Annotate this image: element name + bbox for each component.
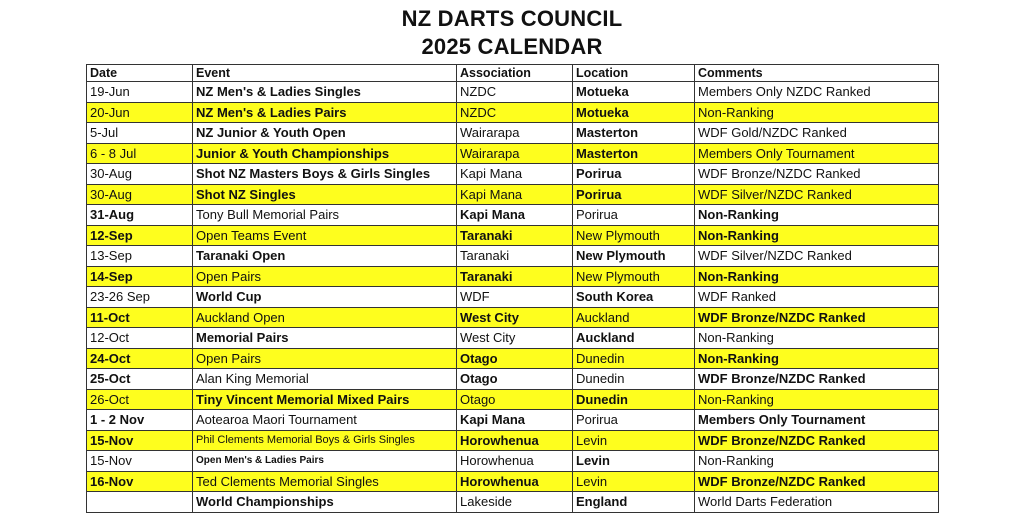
table-row	[87, 307, 939, 328]
calendar-table	[86, 64, 939, 513]
cell-event: Tony Bull Memorial Pairs	[193, 205, 457, 226]
cell-association: Otago	[457, 369, 573, 390]
table-row	[87, 369, 939, 390]
cell-association: Otago	[457, 348, 573, 369]
cell-location: England	[573, 492, 695, 513]
cell-event: World Championships	[193, 492, 457, 513]
cell-location: Dunedin	[573, 369, 695, 390]
header-association: Association	[457, 65, 573, 82]
cell-event: Open Pairs	[193, 348, 457, 369]
cell-date: 11-Oct	[87, 307, 193, 328]
cell-location: Porirua	[573, 164, 695, 185]
table-row	[87, 451, 939, 472]
cell-comments: WDF Bronze/NZDC Ranked	[695, 369, 939, 390]
cell-association: Kapi Mana	[457, 184, 573, 205]
cell-location: New Plymouth	[573, 225, 695, 246]
cell-date: 26-Oct	[87, 389, 193, 410]
header-location: Location	[573, 65, 695, 82]
table-row	[87, 184, 939, 205]
cell-event: Tiny Vincent Memorial Mixed Pairs	[193, 389, 457, 410]
cell-date: 5-Jul	[87, 123, 193, 144]
cell-comments: Members Only NZDC Ranked	[695, 82, 939, 103]
cell-date: 31-Aug	[87, 205, 193, 226]
table-row	[87, 328, 939, 349]
cell-comments: Non-Ranking	[695, 389, 939, 410]
cell-event: World Cup	[193, 287, 457, 308]
cell-date: 15-Nov	[87, 451, 193, 472]
cell-location: South Korea	[573, 287, 695, 308]
cell-event: NZ Men's & Ladies Singles	[193, 82, 457, 103]
cell-event: Shot NZ Singles	[193, 184, 457, 205]
table-row	[87, 348, 939, 369]
cell-location: Motueka	[573, 82, 695, 103]
cell-comments: WDF Bronze/NZDC Ranked	[695, 307, 939, 328]
header-event: Event	[193, 65, 457, 82]
cell-location: Levin	[573, 430, 695, 451]
cell-comments: WDF Gold/NZDC Ranked	[695, 123, 939, 144]
cell-comments: Non-Ranking	[695, 348, 939, 369]
cell-comments: Non-Ranking	[695, 225, 939, 246]
header-row	[87, 65, 939, 82]
cell-date: 16-Nov	[87, 471, 193, 492]
cell-association: Wairarapa	[457, 123, 573, 144]
cell-event: Ted Clements Memorial Singles	[193, 471, 457, 492]
cell-date: 6 - 8 Jul	[87, 143, 193, 164]
page-subtitle: 2025 CALENDAR	[421, 34, 603, 59]
table-row	[87, 266, 939, 287]
cell-comments: Non-Ranking	[695, 328, 939, 349]
cell-location: Masterton	[573, 143, 695, 164]
header-date: Date	[87, 65, 193, 82]
cell-date: 12-Oct	[87, 328, 193, 349]
cell-comments: Members Only Tournament	[695, 143, 939, 164]
header-comments: Comments	[695, 65, 939, 82]
cell-location: Levin	[573, 451, 695, 472]
cell-association: NZDC	[457, 82, 573, 103]
table-row	[87, 102, 939, 123]
cell-association: NZDC	[457, 102, 573, 123]
cell-location: New Plymouth	[573, 266, 695, 287]
cell-association: Horowhenua	[457, 451, 573, 472]
cell-event: Alan King Memorial	[193, 369, 457, 390]
cell-association: Horowhenua	[457, 471, 573, 492]
cell-date: 13-Sep	[87, 246, 193, 267]
cell-location: Porirua	[573, 205, 695, 226]
table-row	[87, 389, 939, 410]
cell-location: Dunedin	[573, 348, 695, 369]
cell-comments: Non-Ranking	[695, 205, 939, 226]
cell-location: Motueka	[573, 102, 695, 123]
cell-date: 15-Nov	[87, 430, 193, 451]
cell-location: Porirua	[573, 184, 695, 205]
cell-association: Otago	[457, 389, 573, 410]
cell-location: New Plymouth	[573, 246, 695, 267]
cell-association: Kapi Mana	[457, 205, 573, 226]
cell-date: 30-Aug	[87, 184, 193, 205]
cell-event: Phil Clements Memorial Boys & Girls Singles	[193, 430, 457, 451]
cell-comments: Members Only Tournament	[695, 410, 939, 431]
cell-date: 14-Sep	[87, 266, 193, 287]
cell-association: Kapi Mana	[457, 164, 573, 185]
table-row	[87, 143, 939, 164]
cell-event: Junior & Youth Championships	[193, 143, 457, 164]
page-title: NZ DARTS COUNCIL	[401, 6, 623, 31]
cell-event: Memorial Pairs	[193, 328, 457, 349]
cell-comments: WDF Ranked	[695, 287, 939, 308]
cell-location: Auckland	[573, 307, 695, 328]
table-row	[87, 287, 939, 308]
cell-association: Lakeside	[457, 492, 573, 513]
cell-association: West City	[457, 307, 573, 328]
cell-association: Taranaki	[457, 225, 573, 246]
table-row	[87, 246, 939, 267]
cell-comments: Non-Ranking	[695, 451, 939, 472]
table-row	[87, 471, 939, 492]
cell-date: 12-Sep	[87, 225, 193, 246]
cell-location: Auckland	[573, 328, 695, 349]
cell-association: Taranaki	[457, 246, 573, 267]
table-row	[87, 123, 939, 144]
cell-comments: WDF Silver/NZDC Ranked	[695, 184, 939, 205]
table-row	[87, 410, 939, 431]
cell-association: Kapi Mana	[457, 410, 573, 431]
cell-event: Taranaki Open	[193, 246, 457, 267]
table-row	[87, 492, 939, 513]
cell-comments: WDF Bronze/NZDC Ranked	[695, 164, 939, 185]
cell-comments: WDF Silver/NZDC Ranked	[695, 246, 939, 267]
cell-event: NZ Junior & Youth Open	[193, 123, 457, 144]
cell-association: Wairarapa	[457, 143, 573, 164]
cell-association: Taranaki	[457, 266, 573, 287]
cell-event: Aotearoa Maori Tournament	[193, 410, 457, 431]
cell-date	[87, 492, 193, 513]
cell-date: 1 - 2 Nov	[87, 410, 193, 431]
table-row	[87, 430, 939, 451]
table-row	[87, 225, 939, 246]
cell-comments: Non-Ranking	[695, 102, 939, 123]
cell-event: Open Men's & Ladies Pairs	[193, 451, 457, 472]
cell-comments: World Darts Federation	[695, 492, 939, 513]
cell-association: WDF	[457, 287, 573, 308]
cell-comments: WDF Bronze/NZDC Ranked	[695, 430, 939, 451]
cell-date: 24-Oct	[87, 348, 193, 369]
table-row	[87, 82, 939, 103]
cell-date: 23-26 Sep	[87, 287, 193, 308]
cell-comments: WDF Bronze/NZDC Ranked	[695, 471, 939, 492]
cell-date: 19-Jun	[87, 82, 193, 103]
cell-event: NZ Men's & Ladies Pairs	[193, 102, 457, 123]
cell-comments: Non-Ranking	[695, 266, 939, 287]
cell-event: Auckland Open	[193, 307, 457, 328]
table-row	[87, 164, 939, 185]
table-row	[87, 205, 939, 226]
cell-location: Dunedin	[573, 389, 695, 410]
cell-date: 20-Jun	[87, 102, 193, 123]
cell-association: West City	[457, 328, 573, 349]
cell-location: Porirua	[573, 410, 695, 431]
cell-association: Horowhenua	[457, 430, 573, 451]
cell-location: Levin	[573, 471, 695, 492]
cell-date: 25-Oct	[87, 369, 193, 390]
cell-event: Shot NZ Masters Boys & Girls Singles	[193, 164, 457, 185]
cell-event: Open Pairs	[193, 266, 457, 287]
cell-event: Open Teams Event	[193, 225, 457, 246]
cell-date: 30-Aug	[87, 164, 193, 185]
cell-location: Masterton	[573, 123, 695, 144]
